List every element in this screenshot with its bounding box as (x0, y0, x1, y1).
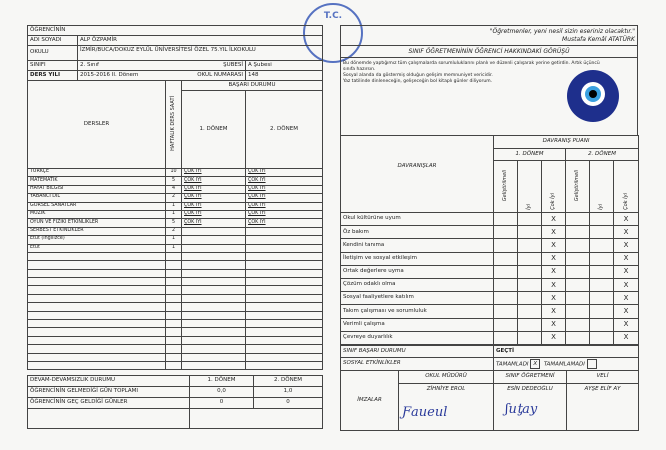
year-label: DERS YILI (28, 71, 78, 81)
grade-hours: 4 (166, 185, 182, 193)
grade-hours: 2 (166, 194, 182, 202)
grade-row (28, 303, 323, 311)
term2-mark: X (614, 278, 639, 291)
grade-row (28, 210, 323, 218)
teacher-signature: ʃuƫay (505, 402, 538, 417)
grade-t1 (182, 244, 246, 252)
grade-subject: OYUN VE FİZİKİ ETKİNLİKLER (28, 219, 166, 227)
grade-subject: MÜZİK (28, 210, 166, 218)
grade-t1: ÇOK İYİ (182, 177, 246, 185)
social-activities-label: SOSYAL ETKİNLİKLER (341, 358, 494, 371)
behavior-label: Verimli çalışma (341, 318, 494, 331)
quote-author: Mustafa Kemâl ATATÜRK (562, 35, 635, 43)
behavior-label: İletişim ve sosyal etkileşim (341, 252, 494, 265)
attendance-table (27, 375, 323, 429)
behavior-label: Okul kültürüne uyum (341, 213, 494, 226)
grade-hours: 5 (166, 219, 182, 227)
grade-hours: 1 (166, 202, 182, 210)
grade-hours: 1 (166, 244, 182, 252)
grade-t2: ÇOK İYİ (246, 219, 323, 227)
late-days-label: ÖĞRENCİNİN GEÇ GELDİĞİ GÜNLER (28, 398, 190, 409)
grade-row (28, 185, 323, 193)
subjects-header: DERSLER (28, 81, 166, 169)
grade-hours: 1 (166, 210, 182, 218)
opinion-title: SINIF ÖĞRETMENİNİN ÖĞRENCİ HAKKINDAKİ GÖRÜŞÜ (341, 46, 638, 58)
grade-subject: HAYAT BİLGİSİ (28, 185, 166, 193)
grade-hours: 2 (166, 227, 182, 235)
grade-subject: SERBEST ETKİNLİKLER (28, 227, 166, 235)
branch-label: ŞUBESİ (223, 61, 243, 68)
term2-mark: X (614, 239, 639, 252)
name-label: ADI SOYADI (28, 36, 78, 46)
grade-t2: ÇOK İYİ (246, 169, 323, 177)
student-info-table (27, 25, 323, 370)
grade-subject: TÜRKÇE (28, 169, 166, 177)
number-label: OKUL NUMARASI (197, 71, 243, 78)
behavior-row (341, 239, 639, 252)
grade-t1: ÇOK İYİ (182, 185, 246, 193)
grade-row (28, 345, 323, 353)
grade-row (28, 227, 323, 235)
term1-mark: X (542, 278, 566, 291)
school-label: OKULU (28, 46, 78, 61)
term2-mark: X (614, 265, 639, 278)
behavior-row (341, 213, 639, 226)
grade-row (28, 286, 323, 294)
grade-row (28, 261, 323, 269)
class-value: 2. Sınıf (80, 61, 99, 68)
grade-t2 (246, 236, 323, 244)
behavior-row (341, 226, 639, 239)
signatures-label: İMZALAR (341, 371, 399, 431)
term1-mark: X (542, 305, 566, 318)
level-label: Geliştirilmeli (502, 169, 508, 201)
class-success-label: SINIF BAŞARI DURUMU (341, 346, 494, 358)
grade-row (28, 202, 323, 210)
branch-value: A Şubesi (246, 61, 323, 71)
teacher-name: ESİN DEDEOĞLU (494, 384, 567, 431)
grade-t1: ÇOK İYİ (182, 169, 246, 177)
term2-mark: X (614, 226, 639, 239)
behavior-row (341, 318, 639, 331)
grade-row (28, 336, 323, 344)
grade-t2: ÇOK İYİ (246, 194, 323, 202)
grade-row (28, 169, 323, 177)
completed-label: TAMAMLADI (496, 361, 529, 368)
term2-mark: X (614, 305, 639, 318)
grade-row (28, 177, 323, 185)
attendance-term2: 2. DÖNEM (254, 376, 323, 387)
late-days-t1: 0 (190, 398, 254, 409)
behavior-row (341, 331, 639, 344)
grade-row (28, 361, 323, 369)
behavior-term1: 1. DÖNEM (494, 149, 566, 161)
grade-row (28, 219, 323, 227)
grade-t1 (182, 236, 246, 244)
summary-table (340, 345, 639, 431)
term1-mark: X (542, 265, 566, 278)
grade-row (28, 252, 323, 260)
term1-mark: X (542, 318, 566, 331)
term1-mark: X (542, 226, 566, 239)
term1-header: 1. DÖNEM (182, 91, 246, 169)
behavior-label: Sosyal faaliyetlere katılım (341, 292, 494, 305)
grade-row (28, 294, 323, 302)
term2-mark: X (614, 292, 639, 305)
grade-t2: ÇOK İYİ (246, 177, 323, 185)
grade-t2: ÇOK İYİ (246, 210, 323, 218)
official-stamp: T.C. (303, 3, 363, 63)
section-title: ÖĞRENCİNİN (28, 26, 323, 36)
behaviors-header: DAVRANIŞLAR (341, 136, 494, 213)
grade-t1: ÇOK İYİ (182, 194, 246, 202)
behavior-label: Çevreye duyarlılık (341, 331, 494, 344)
grade-t2: ÇOK İYİ (246, 185, 323, 193)
behavior-score-header: DAVRANIŞ PUANI (494, 136, 639, 149)
behavior-row (341, 305, 639, 318)
level-label: Çok İyi (550, 192, 556, 210)
behavior-label: Çözüm odaklı olma (341, 278, 494, 291)
term2-mark: X (614, 252, 639, 265)
term2-mark: X (614, 213, 639, 226)
level-label: Çok İyi (622, 192, 629, 210)
behavior-row (341, 265, 639, 278)
principal-name: ZİHNİYE EROL (399, 384, 494, 431)
term1-mark: X (542, 331, 566, 344)
grade-t1 (182, 227, 246, 235)
behavior-label: Kendini tanıma (341, 239, 494, 252)
behavior-term2: 2. DÖNEM (566, 149, 639, 161)
grade-subject: GÖRSEL SANATLAR (28, 202, 166, 210)
grade-row (28, 311, 323, 319)
behavior-label: Öz bakım (341, 226, 494, 239)
grade-row (28, 194, 323, 202)
number-value: 148 (246, 71, 323, 81)
parent-name: AYŞE ELİF AY (567, 384, 639, 431)
behavior-row (341, 292, 639, 305)
attendance-header: DEVAM-DEVAMSIZLIK DURUMU (28, 376, 190, 387)
grade-t2: ÇOK İYİ (246, 202, 323, 210)
level-label: İyi (526, 203, 532, 210)
opinion-line: sınıfa hazırsın. (343, 67, 376, 73)
absent-days-t1: 0,0 (190, 387, 254, 398)
year-value: 2015-2016 II. Dönem (80, 71, 139, 78)
grade-subject: YABANCI DİL (28, 194, 166, 202)
grade-hours: 5 (166, 177, 182, 185)
class-success-value: GEÇTİ (494, 346, 639, 358)
term2-header: 2. DÖNEM (246, 91, 323, 169)
term1-mark: X (542, 239, 566, 252)
evil-eye-icon (567, 70, 619, 122)
success-header: BAŞARI DURUMU (182, 81, 323, 91)
late-days-t2: 0 (254, 398, 323, 409)
parent-title: VELİ (567, 371, 639, 384)
attendance-term1: 1. DÖNEM (190, 376, 254, 387)
grade-row (28, 353, 323, 361)
teacher-title: SINIF ÖĞRETMENİ (494, 371, 567, 384)
behavior-row (341, 278, 639, 291)
grade-t1: ÇOK İYİ (182, 210, 246, 218)
level-label: İyi (598, 203, 604, 210)
behavior-label: Ortak değerlere uyma (341, 265, 494, 278)
quote (341, 26, 638, 46)
level-label: Geliştirilmeli (574, 169, 580, 201)
absent-days-t2: 1,0 (254, 387, 323, 398)
principal-signature: Ƒaueul (402, 405, 448, 420)
grade-row (28, 328, 323, 336)
grade-row (28, 320, 323, 328)
not-completed-checkbox (587, 359, 597, 369)
opinion-line: Bu dönemde yaptığımız tüm çalışmalarda sorumluluklarını planlı ve düzenli çalışarak yerine getirdin. Artık üçüncü (343, 61, 600, 66)
hours-header: HAFTALIK DERS SAATİ (170, 95, 176, 151)
grade-row (28, 236, 323, 244)
grade-t1: ÇOK İYİ (182, 202, 246, 210)
behavior-row (341, 252, 639, 265)
school-name: İZMİR/BUCA/DOKUZ EYLÜL ÜNİVERSİTESİ ÖZEL 75.YIL İLKOKULU (78, 46, 323, 61)
grade-subject: Etüt (28, 244, 166, 252)
term1-mark: X (542, 213, 566, 226)
term2-mark: X (614, 331, 639, 344)
opinion-line: Sosyal alanda da göstermiş olduğun gelişim memnuniyet vericidir. (343, 73, 493, 79)
grade-subject: MATEMATİK (28, 177, 166, 185)
grade-hours: 10 (166, 169, 182, 177)
class-label: SINIFI (28, 61, 78, 71)
grade-t2 (246, 244, 323, 252)
grade-row (28, 278, 323, 286)
absent-days-label: ÖĞRENCİNİN GELMEDİĞİ GÜN TOPLAMI (28, 387, 190, 398)
principal-title: OKUL MÜDÜRÜ (399, 371, 494, 384)
opinion-line: Yaz tatilinde dinleneceğin, gelişeceğin bol kitaplı günler diliyorum. (343, 79, 493, 85)
completed-checkbox: X (530, 359, 540, 369)
grade-row (28, 244, 323, 252)
not-completed-label: TAMAMLAMADI (543, 361, 585, 368)
behavior-label: Takım çalışması ve sorumluluk (341, 305, 494, 318)
grade-t1: ÇOK İYİ (182, 219, 246, 227)
grade-row (28, 269, 323, 277)
quote-text: "Öğretmenler, yeni nesil sizin eseriniz olacaktır." (489, 28, 635, 36)
grade-hours: 1 (166, 236, 182, 244)
grade-subject: Etüt (İngilizce) (28, 236, 166, 244)
behavior-table (340, 135, 639, 345)
term1-mark: X (542, 252, 566, 265)
term1-mark: X (542, 292, 566, 305)
term2-mark: X (614, 318, 639, 331)
grade-t2 (246, 227, 323, 235)
student-name: ALP ÖZPAMİR (78, 36, 323, 46)
